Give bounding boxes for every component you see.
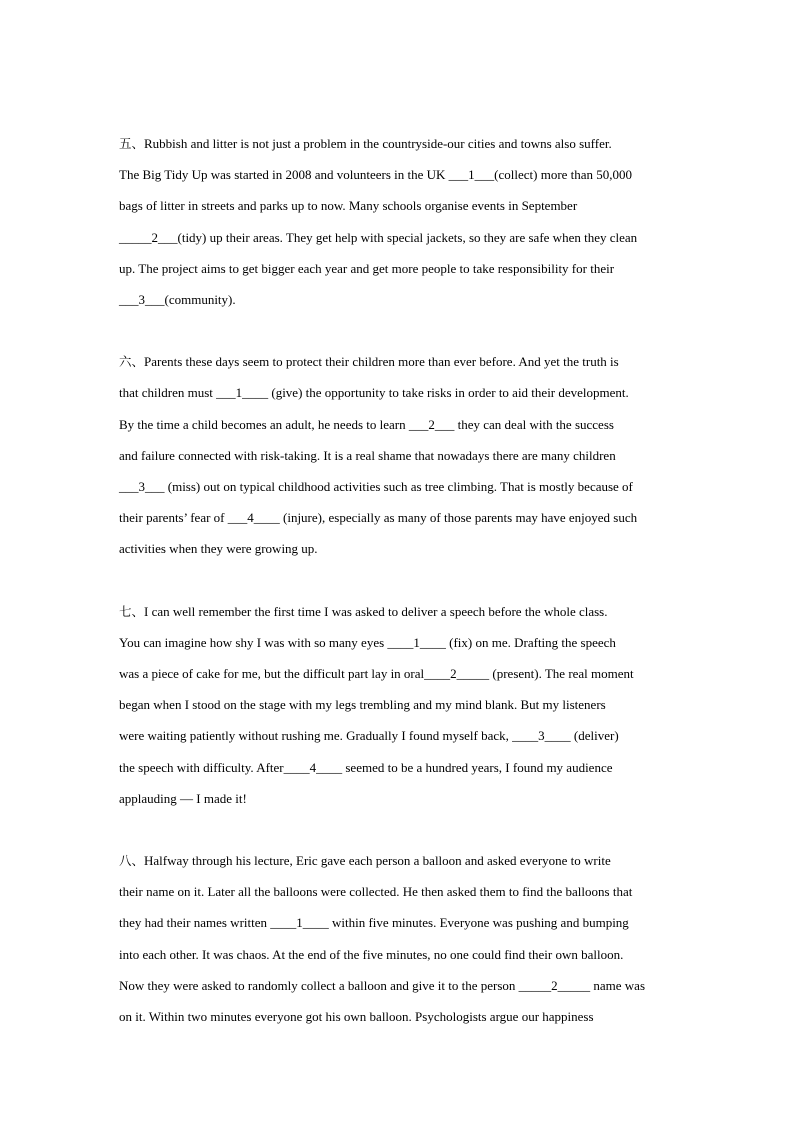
passage-line: 七、I can well remember the first time I was asked to deliver a speech before the whole class.	[119, 603, 608, 619]
passage-5	[119, 128, 679, 315]
section-marker: 八、	[119, 853, 145, 869]
passage-6	[119, 346, 679, 564]
passage-line: on it. Within two minutes everyone got his own balloon. Psychologists argue our happiness	[119, 1009, 594, 1025]
passage-line: was a piece of cake for me, but the difficult part lay in oral____2_____ (present). The real moment	[119, 666, 634, 682]
passage-line: their name on it. Later all the balloons were collected. He then asked them to find the balloons that	[119, 884, 633, 900]
passage-8	[119, 845, 679, 1032]
passage-line: and failure connected with risk-taking. It is a real shame that nowadays there are many children	[119, 447, 616, 463]
passage-line: ___3___ (miss) out on typical childhood activities such as tree climbing. That is mostly because of	[119, 479, 633, 495]
passage-line: ___3___(community).	[119, 292, 236, 308]
section-marker: 七、	[119, 603, 145, 619]
passage-line: were waiting patiently without rushing me. Gradually I found myself back, ____3____ (deliver)	[119, 728, 619, 744]
passage-line: the speech with difficulty. After____4____ seemed to be a hundred years, I found my audience	[119, 759, 613, 775]
passage-line: their parents’ fear of ___4____ (injure), especially as many of those parents may have enjoyed such	[119, 510, 638, 526]
passage-line: activities when they were growing up.	[119, 541, 318, 557]
passage-line: into each other. It was chaos. At the end of the five minutes, no one could find their own balloon.	[119, 946, 624, 962]
document-page	[119, 128, 679, 1063]
passage-line: The Big Tidy Up was started in 2008 and volunteers in the UK ___1___(collect) more than 50,000	[119, 167, 633, 183]
passage-line: they had their names written ____1____ within five minutes. Everyone was pushing and bumping	[119, 915, 629, 931]
passage-line: Now they were asked to randomly collect a balloon and give it to the person _____2_____ name was	[119, 977, 646, 993]
passage-line: began when I stood on the stage with my legs trembling and my mind blank. But my listeners	[119, 697, 606, 713]
section-marker: 六、	[119, 354, 145, 370]
passage-line: You can imagine how shy I was with so many eyes ____1____ (fix) on me. Drafting the speech	[119, 634, 616, 650]
passage-line: 六、Parents these days seem to protect their children more than ever before. And yet the truth is	[119, 354, 619, 370]
passage-line: up. The project aims to get bigger each year and get more people to take responsibility for their	[119, 260, 615, 276]
passage-line: By the time a child becomes an adult, he needs to learn ___2___ they can deal with the success	[119, 416, 614, 432]
passage-line: 五、Rubbish and litter is not just a problem in the countryside-our cities and towns also suffer.	[119, 136, 612, 151]
passage-7	[119, 596, 679, 814]
passage-line: applauding — I made it!	[119, 790, 247, 806]
passage-line: that children must ___1____ (give) the opportunity to take risks in order to aid their development.	[119, 385, 629, 401]
passage-line: _____2___(tidy) up their areas. They get help with special jackets, so they are safe when they clean	[119, 229, 638, 245]
section-marker: 五、	[119, 136, 145, 151]
passage-line: 八、Halfway through his lecture, Eric gave each person a balloon and asked everyone to write	[119, 853, 611, 869]
passage-line: bags of litter in streets and parks up to now. Many schools organise events in September	[119, 198, 578, 214]
